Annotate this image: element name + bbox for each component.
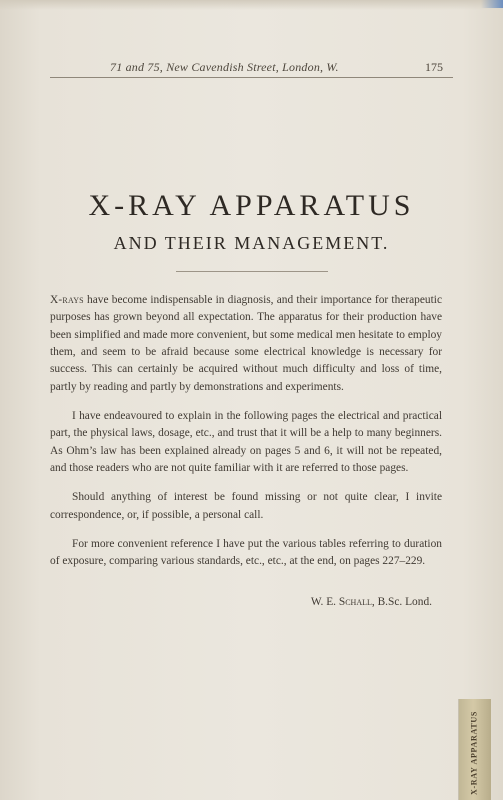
author-initials: W. E. bbox=[310, 596, 339, 608]
paragraph-explanation: I have endeavoured to explain in the following pages the electrical and practical part, the physical laws, dosage, etc., and trust that it will be a help to many beginners. As Ohm’s law has been explained already on pages 5 and 6, it will not be repeated, and those readers who are not quite familiar with it are referred to those pages. bbox=[50, 410, 442, 475]
paragraph-text: have become indispensable in diagnosis, and their importance for therapeutic purposes has grown beyond all expectation. The apparatus for their production have been simplified and made more convenient, but some medical men hesitate to employ them, and seem to be afraid because some electrical knowledge is necessary for success. This can certainly be acquired without much difficulty and loss of time, partly by reading and partly by demonstrations and experiments. bbox=[50, 294, 442, 393]
page-number: 175 bbox=[425, 60, 443, 74]
scan-corner-mark bbox=[481, 0, 503, 8]
lead-small-caps: X-rays bbox=[50, 294, 84, 306]
page-title: X-RAY APPARATUS bbox=[88, 189, 415, 222]
scan-top-edge bbox=[0, 0, 503, 10]
paragraph-reference-tables: For more convenient reference I have put the various tables referring to duration of exposure, comparing various standards, etc., etc., at the end, on pages 227–229. bbox=[50, 538, 442, 568]
paragraph-correspondence: Should anything of interest be found missing or not quite clear, I invite correspondence, or, if possible, a personal call. bbox=[50, 491, 442, 521]
thumb-tab-label: X-RAY APPARATUS bbox=[469, 710, 479, 796]
author-credentials: , B.Sc. Lond. bbox=[371, 596, 432, 608]
running-header bbox=[50, 57, 453, 78]
body-text bbox=[50, 292, 442, 571]
page-subtitle: AND THEIR MANAGEMENT. bbox=[113, 233, 390, 253]
author-signature bbox=[282, 596, 432, 608]
title-divider bbox=[176, 271, 328, 272]
header-address: 71 and 75, New Cavendish Street, London, W. bbox=[110, 60, 339, 74]
author-surname: Schall bbox=[338, 596, 372, 608]
paragraph-xrays-introduction bbox=[50, 292, 442, 396]
section-thumb-tab bbox=[459, 699, 491, 800]
